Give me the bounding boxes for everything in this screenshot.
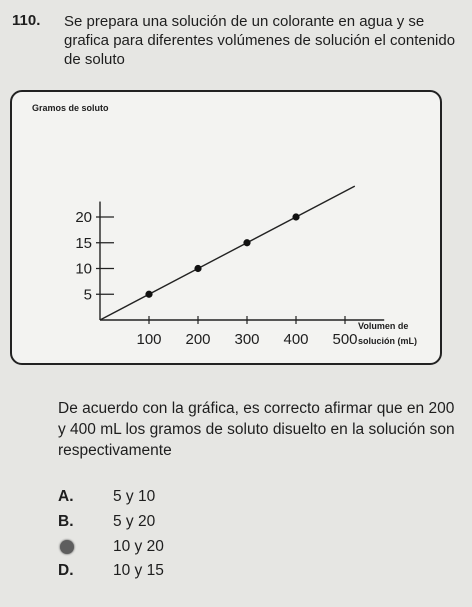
series-line	[100, 186, 355, 320]
question-prompt: De acuerdo con la gráfica, es correcto afirmar que en 200 y 400 mL los gramos de soluto disuelto en la solución son respectivamente	[58, 400, 455, 459]
solute-volume-chart	[12, 92, 444, 367]
x-axis-title-line2: solución (mL)	[358, 336, 417, 346]
y-axis-title: Gramos de soluto	[32, 103, 109, 113]
y-tick-label: 20	[75, 209, 92, 226]
option-c-text: 10 y 20	[113, 538, 164, 555]
y-tick-label: 15	[75, 234, 92, 252]
data-point	[194, 265, 201, 272]
option-a[interactable]	[58, 488, 155, 506]
question-text: Se prepara una solución de un colorante en agua y se grafica para diferentes volúmenes de solución el contenido de soluto	[64, 13, 456, 68]
data-point	[243, 239, 250, 246]
y-tick-label: 5	[83, 286, 92, 304]
x-axis-title-line1: Volumen de	[358, 321, 409, 331]
x-tick-label: 300	[234, 331, 260, 348]
x-tick-label: 200	[185, 331, 211, 348]
data-point	[292, 213, 299, 220]
option-a-text: 5 y 10	[113, 488, 156, 505]
option-b-letter: B.	[58, 513, 74, 530]
option-d[interactable]	[58, 562, 164, 580]
option-b-text: 5 y 20	[113, 513, 156, 530]
data-point	[145, 291, 152, 298]
x-tick-label: 500	[332, 331, 358, 348]
option-c-filled-circle-icon	[60, 540, 74, 554]
option-d-text: 10 y 15	[113, 562, 164, 579]
option-b[interactable]	[58, 513, 155, 531]
option-c[interactable]	[58, 538, 164, 556]
option-a-letter: A.	[58, 488, 74, 505]
x-tick-label: 400	[283, 331, 309, 348]
x-tick-label: 100	[136, 331, 162, 348]
option-d-letter: D.	[58, 562, 74, 579]
question-number: 110.	[12, 12, 41, 29]
graph-frame	[10, 90, 442, 365]
y-tick-label: 10	[75, 260, 92, 278]
